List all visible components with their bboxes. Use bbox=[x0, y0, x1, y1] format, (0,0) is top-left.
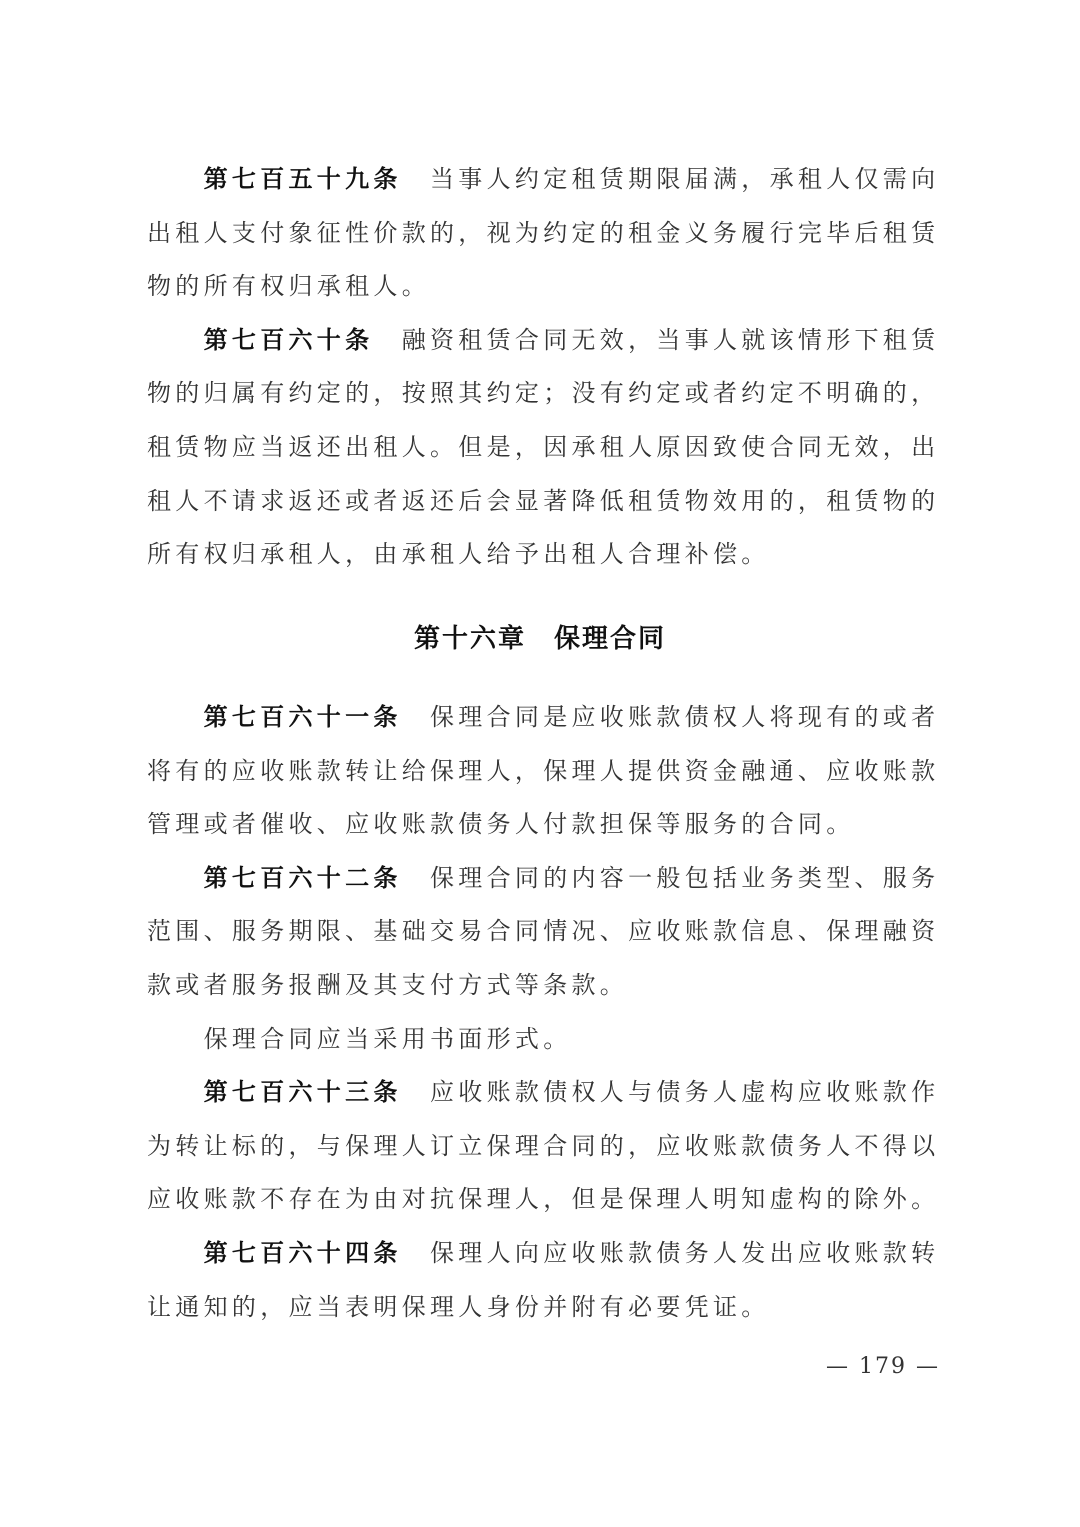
article-number: 第七百六十三条 bbox=[203, 1078, 402, 1107]
article-text: 保理人向应收账款债务人发出应收账款转让通知的，应当表明保理人身份并附有必要凭证。 bbox=[147, 1238, 940, 1321]
chapter-number: 第十六章 bbox=[413, 624, 526, 654]
chapter-heading bbox=[0, 618, 1080, 655]
article-text: 保理合同是应收账款债权人将现有的或者将有的应收账款转让给保理人，保理人提供资金融通、应收账款管理或者催收、应收账款债务人付款担保等服务的合同。 bbox=[147, 703, 940, 839]
section-factoring-articles bbox=[147, 691, 947, 1334]
chapter-title: 保理合同 bbox=[554, 624, 667, 654]
section-leasing-articles bbox=[147, 153, 947, 582]
article-762 bbox=[147, 852, 947, 1013]
article-number: 第七百五十九条 bbox=[203, 165, 402, 193]
article-text: 当事人约定租赁期限届满，承租人仅需向出租人支付象征性价款的，视为约定的租金义务履行完毕后租赁物的所有权归承租人。 bbox=[147, 165, 940, 301]
article-number: 第七百六十二条 bbox=[203, 863, 402, 892]
article-763 bbox=[147, 1066, 947, 1227]
article-text: 融资租赁合同无效，当事人就该情形下租赁物的归属有约定的，按照其约定；没有约定或者约定不明确的，租赁物应当返还出租人。但是，因承租人原因致使合同无效，出租人不请求返还或者返还后会显著降低租赁物效用的，租赁物的所有权归承租人，由承租人给予出租人合理补偿。 bbox=[147, 325, 940, 569]
article-text: 保理合同应当采用书面形式。 bbox=[203, 1024, 572, 1053]
article-761 bbox=[147, 691, 947, 852]
article-762-clause-2 bbox=[147, 1013, 947, 1067]
page-number: — 179 — bbox=[826, 1354, 940, 1379]
article-text: 应收账款债权人与债务人虚构应收账款作为转让标的，与保理人订立保理合同的，应收账款债务人不得以应收账款不存在为由对抗保理人，但是保理人明知虚构的除外。 bbox=[147, 1078, 940, 1214]
article-number: 第七百六十条 bbox=[203, 325, 374, 354]
article-760 bbox=[147, 314, 947, 582]
article-number: 第七百六十四条 bbox=[203, 1238, 402, 1267]
article-759 bbox=[147, 153, 947, 314]
article-text: 保理合同的内容一般包括业务类型、服务范围、服务期限、基础交易合同情况、应收账款信息、保理融资款或者服务报酬及其支付方式等条款。 bbox=[147, 863, 940, 999]
article-764 bbox=[147, 1227, 947, 1334]
article-number: 第七百六十一条 bbox=[203, 703, 402, 731]
